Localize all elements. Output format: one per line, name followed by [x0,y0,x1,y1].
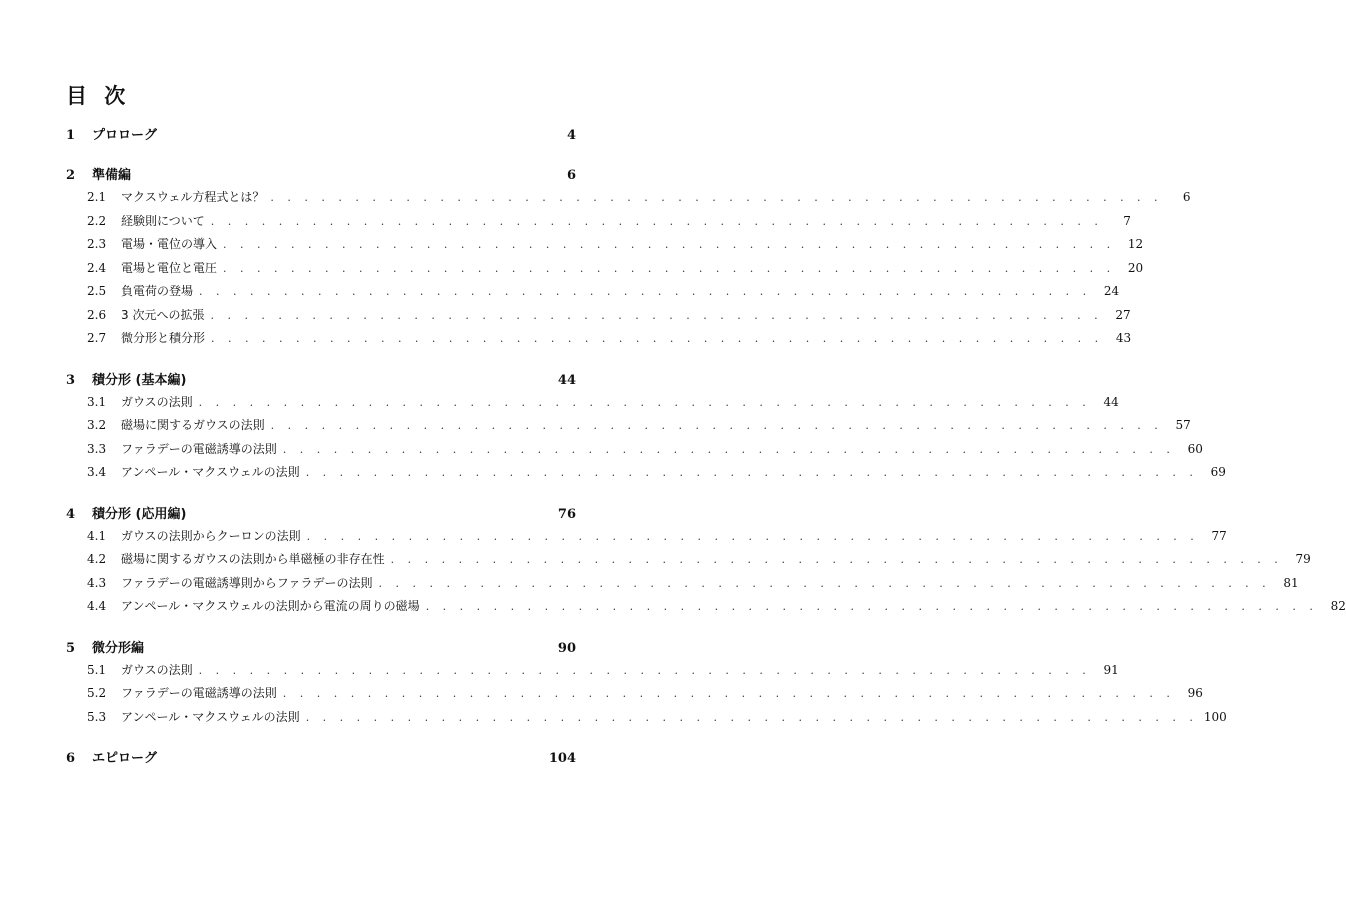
chapter-title: 微分形編 [92,640,145,656]
chapter-number: 3 [66,372,76,388]
dot-leader: . . . . . . . . . . . . . . . . . . . . . . . . . . . . . . . . . . . . . . . . . . . . . . . . . . . . . [223,238,1116,251]
section-number: 5.2 [87,686,107,700]
dot-leader: . . . . . . . . . . . . . . . . . . . . . . . . . . . . . . . . . . . . . . . . . . . . . . . . . . . . . [306,529,1199,543]
toc-chapter [66,164,1191,353]
chapter-page-number: 6 [566,168,576,183]
toc-chapter-entry[interactable] [66,124,576,148]
toc-section-entry[interactable] [66,188,1191,212]
section-number: 2.1 [87,190,107,204]
section-number: 2.5 [87,284,107,298]
section-title: アンペール・マクスウェルの法則 [121,709,300,724]
chapter-number: 1 [66,128,76,143]
section-page-number: 44 [1103,394,1119,409]
toc-chapter [66,747,576,771]
dot-leader: . . . . . . . . . . . . . . . . . . . . . . . . . . . . . . . . . . . . . . . . . . . . . . . . . . . . . [210,214,1103,228]
section-title: ガウスの法則 [121,662,193,677]
section-title: 経験則について [121,213,205,228]
toc-chapter-entry[interactable] [66,369,576,393]
dot-leader: . . . . . . . . . . . . . . . . . . . . . . . . . . . . . . . . . . . . . . . . . . . . . . . . . . . . . [270,191,1163,204]
toc-chapter [66,124,576,148]
section-number: 2.6 [87,307,107,322]
chapter-title: 積分形 (基本編) [92,372,187,388]
chapter-page-number: 90 [557,640,576,656]
section-number: 2.3 [87,237,107,251]
chapter-title: 準備編 [92,168,132,183]
section-title: ガウスの法則 [121,394,193,409]
page-title: 目 次 [66,84,131,108]
section-title: 負電荷の登場 [121,284,194,298]
dot-leader: . . . . . . . . . . . . . . . . . . . . . . . . . . . . . . . . . . . . . . . . . . . . . . . . . . . . . [305,466,1198,479]
section-page-number: 79 [1295,552,1311,566]
chapter-page-number: 76 [557,506,576,522]
dot-leader: . . . . . . . . . . . . . . . . . . . . . . . . . . . . . . . . . . . . . . . . . . . . . . . . . . . . . [223,261,1116,275]
toc-section-entry[interactable] [66,393,1119,417]
chapter-title: エピローグ [92,751,158,766]
dot-leader: . . . . . . . . . . . . . . . . . . . . . . . . . . . . . . . . . . . . . . . . . . . . . . . . . . . . . [282,687,1175,700]
toc-section-entry[interactable] [66,527,1227,551]
toc-chapter-entry[interactable] [66,164,576,188]
section-number: 4.2 [87,552,107,566]
section-number: 4.1 [87,528,107,543]
section-title: 電場・電位の導入 [121,237,218,251]
dot-leader: . . . . . . . . . . . . . . . . . . . . . . . . . . . . . . . . . . . . . . . . . . . . . . . . . . . . . [211,332,1104,345]
section-number: 3.2 [87,418,107,432]
toc-chapter-entry[interactable] [66,503,576,527]
toc-section-entry[interactable] [66,282,1120,306]
section-title: 3 次元への拡張 [121,307,205,322]
toc-section-entry[interactable] [66,212,1131,236]
section-page-number: 60 [1187,441,1203,456]
toc-section-entry[interactable] [66,416,1191,440]
section-title: ファラデーの電磁誘導の法則 [121,686,277,700]
chapter-number: 5 [66,640,76,656]
chapter-number: 2 [66,168,76,183]
chapter-title: 積分形 (応用編) [92,506,187,522]
section-number: 3.3 [87,441,107,456]
chapter-title: プロローグ [92,128,158,143]
dot-leader: . . . . . . . . . . . . . . . . . . . . . . . . . . . . . . . . . . . . . . . . . . . . . . . . . . . . . [270,419,1163,432]
section-number: 3.4 [87,465,107,479]
section-number: 5.1 [87,662,107,677]
section-page-number: 91 [1103,662,1119,677]
dot-leader: . . . . . . . . . . . . . . . . . . . . . . . . . . . . . . . . . . . . . . . . . . . . . . . . . . . . . [198,663,1091,677]
section-title: 磁場に関するガウスの法則から単磁極の非存在性 [121,552,385,566]
toc-section-entry[interactable] [66,597,1346,621]
section-page-number: 69 [1210,465,1226,479]
section-title: 微分形と積分形 [121,331,206,345]
section-page-number: 20 [1127,260,1144,275]
toc-section-entry[interactable] [66,708,1227,732]
section-title: アンペール・マクスウェルの法則から電流の周りの磁場 [121,599,420,613]
section-page-number: 43 [1115,331,1132,345]
toc-chapter [66,503,1346,621]
section-title: ガウスの法則からクーロンの法則 [121,528,301,543]
section-page-number: 27 [1115,307,1131,322]
dot-leader: . . . . . . . . . . . . . . . . . . . . . . . . . . . . . . . . . . . . . . . . . . . . . . . . . . . . . [425,600,1318,613]
toc-chapter [66,637,1227,732]
toc-section-entry[interactable] [66,306,1131,330]
section-page-number: 100 [1203,709,1227,724]
section-number: 4.4 [87,599,107,613]
section-page-number: 82 [1330,599,1346,613]
section-page-number: 81 [1283,575,1299,590]
toc-section-entry[interactable] [66,574,1299,598]
section-title: 磁場に関するガウスの法則 [121,418,265,432]
section-page-number: 12 [1127,237,1144,251]
dot-leader: . . . . . . . . . . . . . . . . . . . . . . . . . . . . . . . . . . . . . . . . . . . . . . . . . . . . . [390,553,1283,566]
dot-leader: . . . . . . . . . . . . . . . . . . . . . . . . . . . . . . . . . . . . . . . . . . . . . . . . . . . . . [198,395,1091,409]
chapter-page-number: 4 [566,128,576,143]
chapter-page-number: 44 [557,372,576,388]
section-title: ファラデーの電磁誘導則からファラデーの法則 [121,575,373,590]
section-page-number: 24 [1103,284,1120,298]
dot-leader: . . . . . . . . . . . . . . . . . . . . . . . . . . . . . . . . . . . . . . . . . . . . . . . . . . . . . [305,710,1198,724]
chapter-number: 4 [66,506,76,522]
dot-leader: . . . . . . . . . . . . . . . . . . . . . . . . . . . . . . . . . . . . . . . . . . . . . . . . . . . . . [378,576,1271,590]
toc-section-entry[interactable] [66,550,1311,574]
section-title: マクスウェル方程式とは？ [121,190,265,204]
toc-chapter-entry[interactable] [66,637,576,661]
section-number: 2.7 [87,331,107,345]
toc-section-entry[interactable] [66,463,1226,487]
chapter-number: 6 [66,751,76,766]
section-title: ファラデーの電磁誘導の法則 [121,441,277,456]
section-page-number: 57 [1175,418,1191,432]
toc-section-entry[interactable] [66,684,1203,708]
section-page-number: 6 [1182,190,1191,204]
dot-leader: . . . . . . . . . . . . . . . . . . . . . . . . . . . . . . . . . . . . . . . . . . . . . . . . . . . . . [282,442,1175,456]
section-page-number: 96 [1187,686,1203,700]
section-number: 2.4 [87,260,107,275]
chapter-page-number: 104 [548,751,576,766]
toc-section-entry[interactable] [66,259,1144,283]
section-number: 2.2 [87,213,107,228]
section-page-number: 77 [1211,528,1227,543]
toc-section-entry[interactable] [66,235,1144,259]
section-number: 5.3 [87,709,107,724]
toc-section-entry[interactable] [66,661,1119,685]
section-title: アンペール・マクスウェルの法則 [121,465,300,479]
toc-chapter-entry[interactable] [66,747,576,771]
toc-chapter [66,369,1226,487]
dot-leader: . . . . . . . . . . . . . . . . . . . . . . . . . . . . . . . . . . . . . . . . . . . . . . . . . . . . . [199,285,1092,298]
section-number: 3.1 [87,394,107,409]
toc-section-entry[interactable] [66,440,1203,464]
section-number: 4.3 [87,575,107,590]
section-title: 電場と電位と電圧 [121,260,218,275]
table-of-contents [66,124,1346,787]
dot-leader: . . . . . . . . . . . . . . . . . . . . . . . . . . . . . . . . . . . . . . . . . . . . . . . . . . . . . [210,308,1103,322]
section-page-number: 7 [1123,213,1131,228]
toc-section-entry[interactable] [66,329,1132,353]
